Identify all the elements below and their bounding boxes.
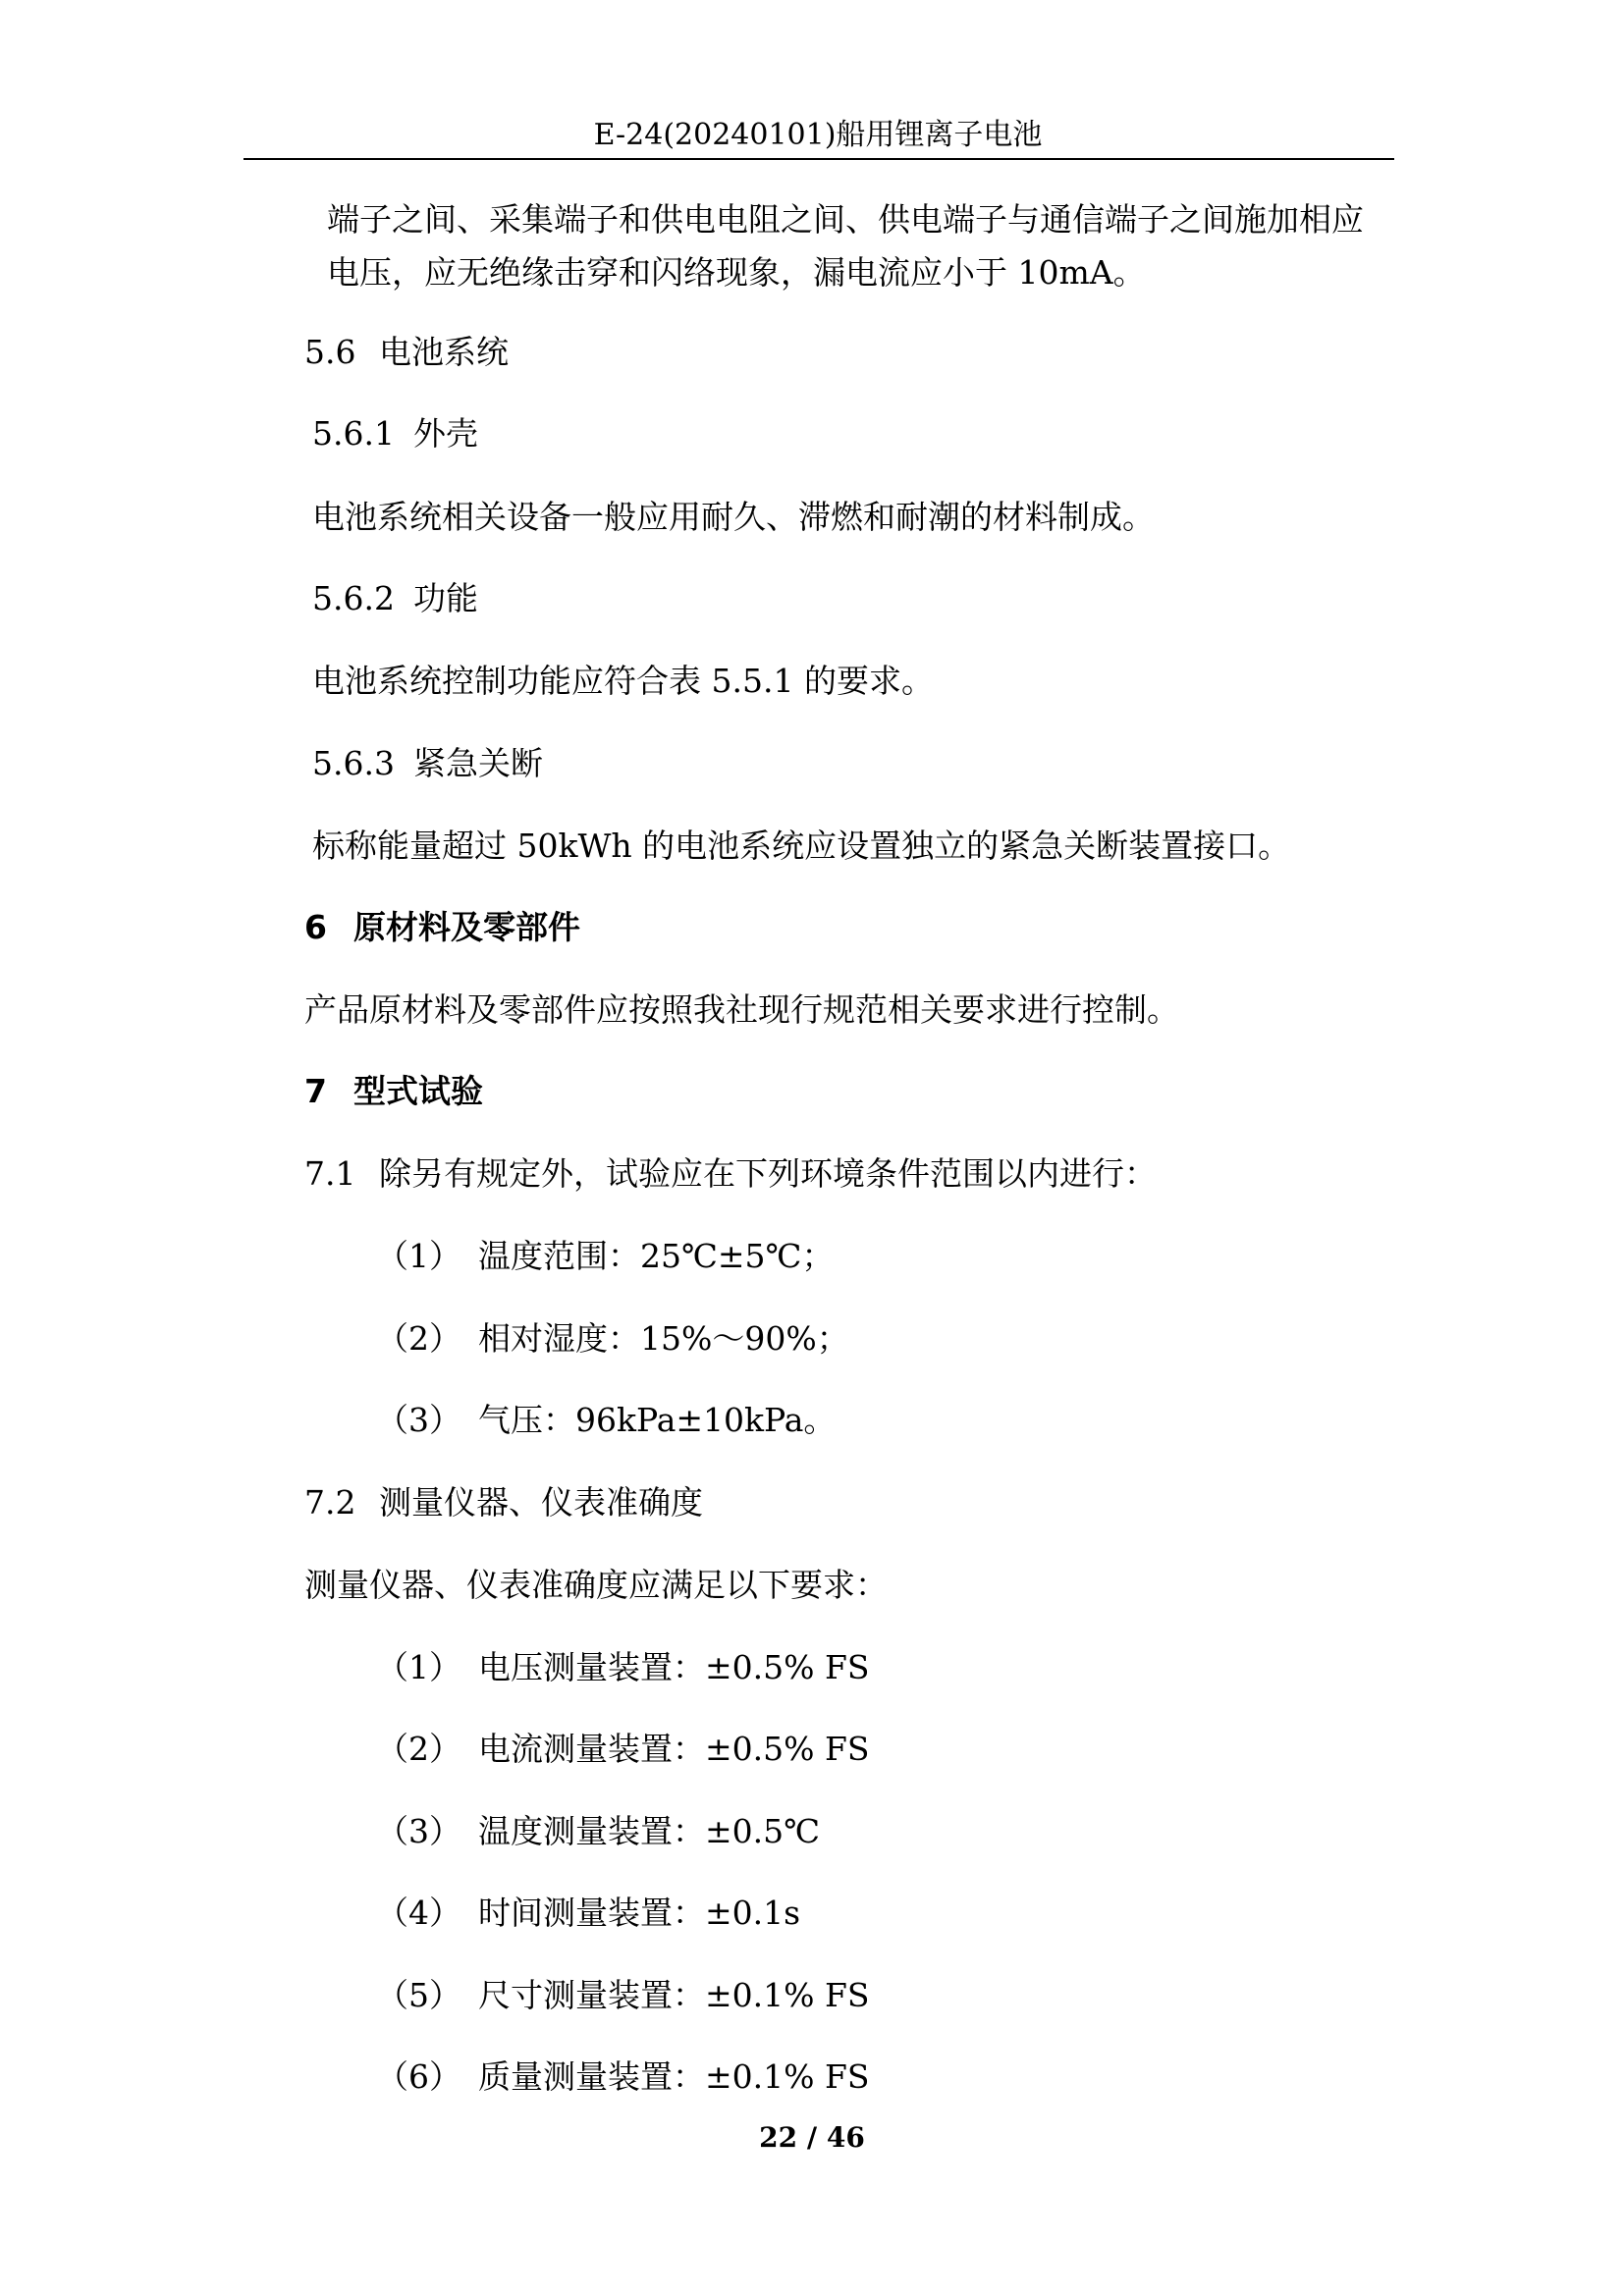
section-title: 电池系统	[379, 333, 509, 371]
list-text: 时间测量装置：±0.1s	[478, 1894, 801, 1932]
paragraph: 测量仪器、仪表准确度应满足以下要求：	[304, 1566, 888, 1604]
section-number: 7.2	[304, 1483, 356, 1522]
list-item	[376, 1399, 836, 1442]
list-label: （1）	[376, 1237, 461, 1275]
paragraph: 产品原材料及零部件应按照我社现行规范相关要求进行控制。	[304, 990, 1179, 1029]
page-number: 22 / 46	[759, 2121, 865, 2154]
list-item	[376, 1810, 820, 1853]
section-heading-5-6-3	[312, 742, 543, 785]
section-number: 5.6.3	[312, 744, 395, 782]
list-label: （4）	[376, 1894, 461, 1932]
section-title: 功能	[413, 579, 478, 617]
chapter-number: 6	[304, 908, 327, 946]
list-label: （2）	[376, 1319, 461, 1358]
paragraph: 电池系统控制功能应符合表 5.5.1 的要求。	[312, 662, 934, 700]
paragraph-line: 电压，应无绝缘击穿和闪络现象，漏电流应小于 10mA。	[327, 253, 1146, 292]
section-title: 外壳	[413, 414, 478, 453]
list-text: 相对湿度：15%～90%；	[478, 1319, 849, 1358]
list-label: （3）	[376, 1401, 461, 1439]
section-number: 5.6.2	[312, 579, 395, 617]
section-heading-5-6	[304, 331, 509, 374]
list-text: 电流测量装置：±0.5% FS	[478, 1730, 870, 1768]
chapter-number: 7	[304, 1072, 327, 1110]
list-item	[376, 1235, 834, 1278]
chapter-title: 型式试验	[353, 1072, 483, 1110]
paragraph-line: 端子之间、采集端子和供电电阻之间、供电端子与通信端子之间施加相应	[327, 200, 1364, 239]
chapter-heading-6	[304, 906, 580, 949]
chapter-title: 原材料及零部件	[353, 908, 580, 946]
list-text: 尺寸测量装置：±0.1% FS	[478, 1976, 870, 2014]
list-label: （1）	[376, 1648, 461, 1686]
list-text: 气压：96kPa±10kPa。	[478, 1401, 837, 1439]
section-number: 5.6	[304, 333, 356, 371]
list-label: （2）	[376, 1730, 461, 1768]
section-7-1-paragraph	[304, 1152, 1157, 1196]
list-text: 质量测量装置：±0.1% FS	[478, 2057, 870, 2096]
list-label: （5）	[376, 1976, 461, 2014]
paragraph: 标称能量超过 50kWh 的电池系统应设置独立的紧急关断装置接口。	[312, 827, 1291, 865]
page-header: E-24(20240101)船用锂离子电池	[593, 118, 1043, 152]
section-heading-5-6-2	[312, 577, 478, 620]
section-number: 5.6.1	[312, 414, 395, 453]
list-item	[376, 1892, 800, 1935]
list-label: （6）	[376, 2057, 461, 2096]
list-item	[376, 2056, 869, 2099]
list-text: 电压测量装置：±0.5% FS	[478, 1648, 870, 1686]
section-heading-7-2	[304, 1481, 703, 1524]
section-title: 测量仪器、仪表准确度	[379, 1483, 703, 1522]
section-title: 紧急关断	[413, 744, 543, 782]
list-item	[376, 1646, 869, 1689]
list-text: 温度测量装置：±0.5℃	[478, 1812, 821, 1850]
header-rule	[244, 158, 1394, 160]
paragraph: 电池系统相关设备一般应用耐久、滞燃和耐潮的材料制成。	[312, 498, 1155, 536]
section-text: 除另有规定外，试验应在下列环境条件范围以内进行：	[379, 1154, 1157, 1193]
list-item	[376, 1974, 869, 2017]
section-heading-5-6-1	[312, 412, 478, 455]
list-text: 温度范围：25℃±5℃；	[478, 1237, 835, 1275]
list-item	[376, 1317, 849, 1361]
section-number: 7.1	[304, 1154, 356, 1193]
list-item	[376, 1728, 869, 1771]
chapter-heading-7	[304, 1070, 483, 1113]
list-label: （3）	[376, 1812, 461, 1850]
